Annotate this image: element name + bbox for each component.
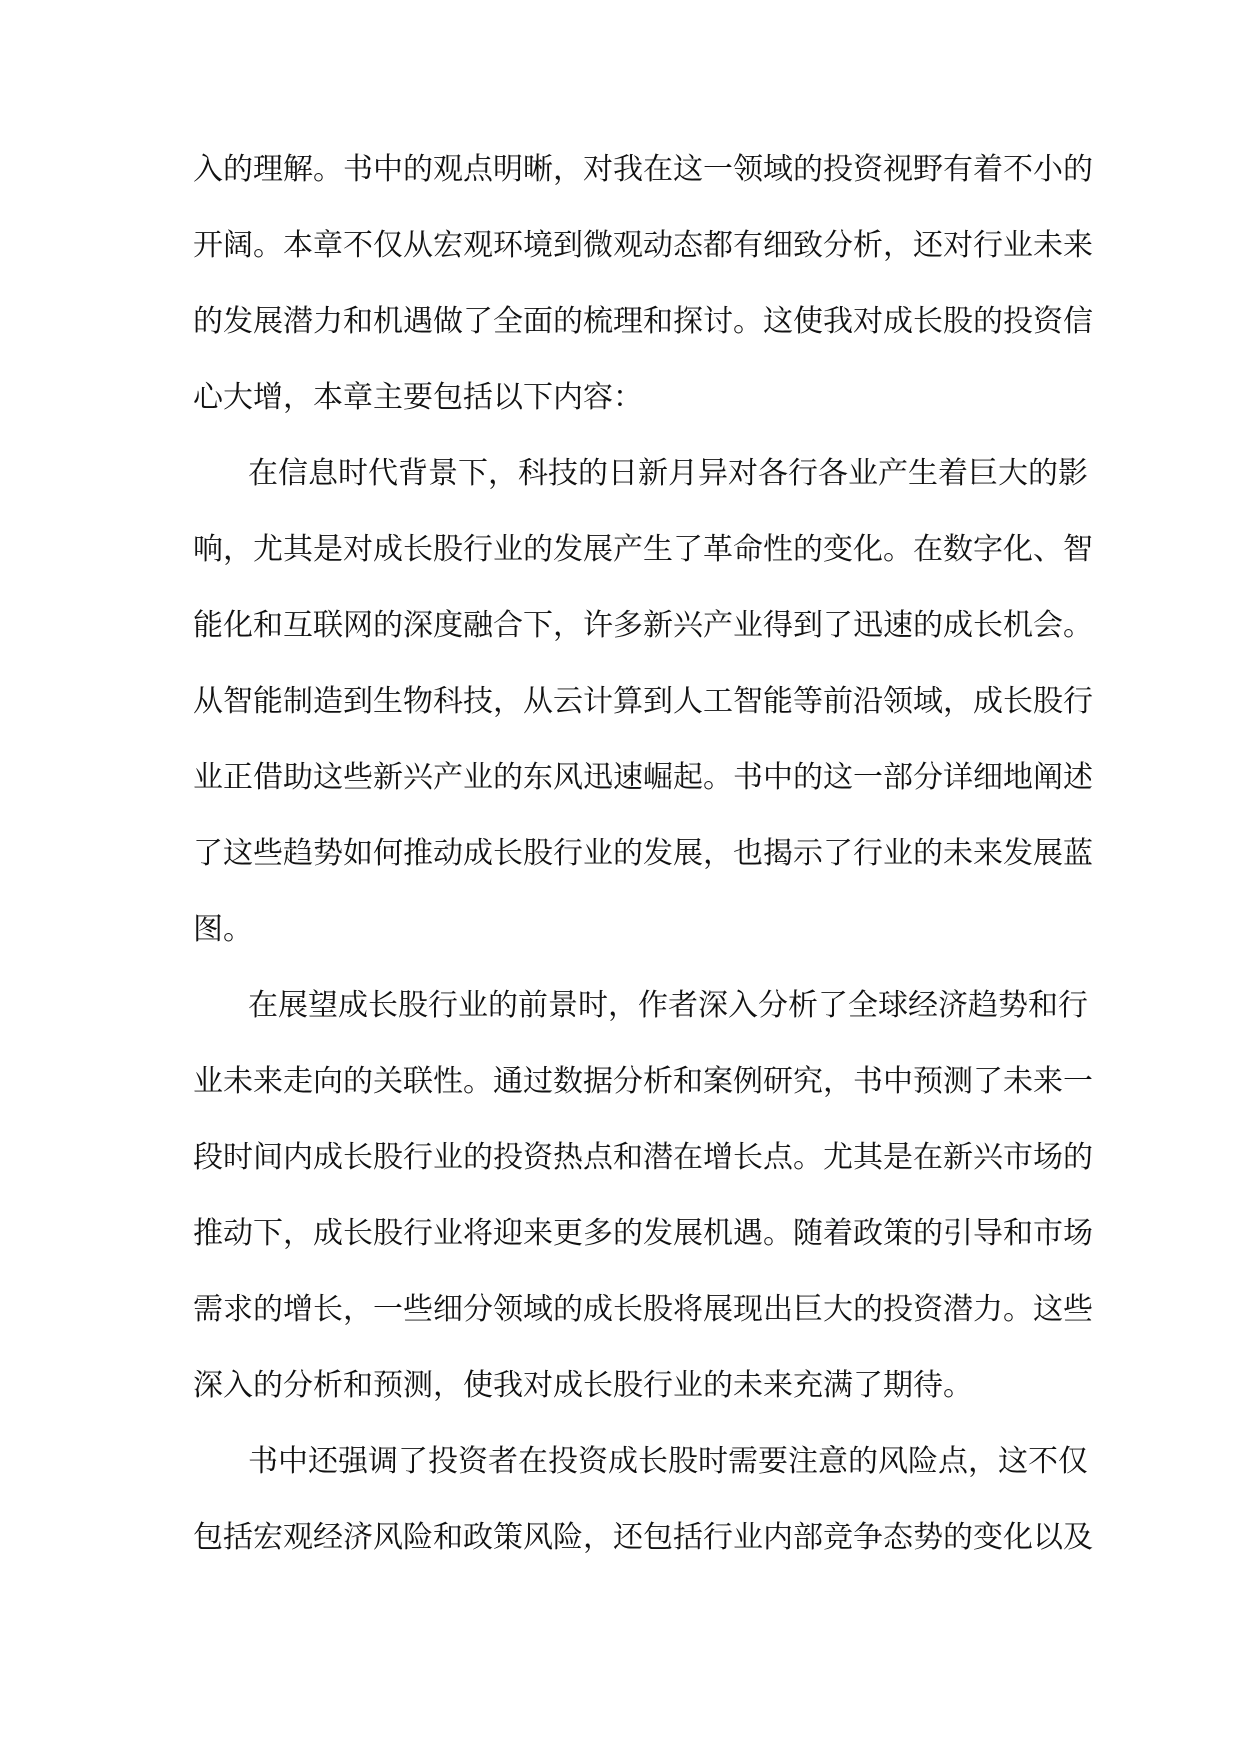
- text-line: [193, 1044, 1093, 1120]
- line-text: 在展望成长股行业的前景时，作者深入分析了全球经济趋势和行: [248, 988, 1088, 1023]
- line-text: 包括宏观经济风险和政策风险，还包括行业内部竞争态势的变化以及: [193, 1520, 1093, 1555]
- line-text: 在信息时代背景下，科技的日新月异对各行各业产生着巨大的影: [248, 456, 1088, 491]
- text-line: [193, 208, 1093, 284]
- text-line: [193, 1272, 1093, 1348]
- line-text: 的发展潜力和机遇做了全面的梳理和探讨。这使我对成长股的投资信: [193, 304, 1093, 339]
- text-line: [193, 284, 1093, 360]
- paragraph-first-line: [193, 436, 1088, 512]
- text-line: [193, 1500, 1093, 1576]
- text-line: [193, 740, 1093, 816]
- line-text: 业未来走向的关联性。通过数据分析和案例研究，书中预测了未来一: [193, 1064, 1093, 1099]
- line-text: 段时间内成长股行业的投资热点和潜在增长点。尤其是在新兴市场的: [193, 1140, 1093, 1175]
- line-text: 深入的分析和预测，使我对成长股行业的未来充满了期待。: [193, 1368, 973, 1403]
- paragraph-first-line: [193, 968, 1088, 1044]
- line-text: 书中还强调了投资者在投资成长股时需要注意的风险点，这不仅: [248, 1444, 1088, 1479]
- text-line: [193, 664, 1093, 740]
- line-text: 能化和互联网的深度融合下，许多新兴产业得到了迅速的成长机会。: [193, 608, 1093, 643]
- text-line: [193, 1120, 1093, 1196]
- text-line: [193, 1348, 1055, 1424]
- line-text: 推动下，成长股行业将迎来更多的发展机遇。随着政策的引导和市场: [193, 1216, 1093, 1251]
- line-text: 业正借助这些新兴产业的东风迅速崛起。书中的这一部分详细地阐述: [193, 760, 1093, 795]
- line-text: 入的理解。书中的观点明晰，对我在这一领域的投资视野有着不小的: [193, 152, 1093, 187]
- line-text: 了这些趋势如何推动成长股行业的发展，也揭示了行业的未来发展蓝: [193, 836, 1093, 871]
- line-text: 图。: [193, 912, 253, 947]
- body-text: [193, 132, 1093, 1576]
- text-line: [193, 512, 1093, 588]
- line-text: 从智能制造到生物科技，从云计算到人工智能等前沿领域，成长股行: [193, 684, 1093, 719]
- line-text: 心大增，本章主要包括以下内容：: [193, 380, 643, 415]
- line-text: 开阔。本章不仅从宏观环境到微观动态都有细致分析，还对行业未来: [193, 228, 1093, 263]
- line-text: 响，尤其是对成长股行业的发展产生了革命性的变化。在数字化、智: [193, 532, 1093, 567]
- text-line: [193, 1196, 1093, 1272]
- line-text: 需求的增长，一些细分领域的成长股将展现出巨大的投资潜力。这些: [193, 1292, 1093, 1327]
- text-line: [193, 132, 1093, 208]
- text-line: [193, 588, 1093, 664]
- text-line: [193, 816, 1093, 892]
- paragraph-first-line: [193, 1424, 1088, 1500]
- text-line: [193, 360, 1055, 436]
- text-line: [193, 892, 1055, 968]
